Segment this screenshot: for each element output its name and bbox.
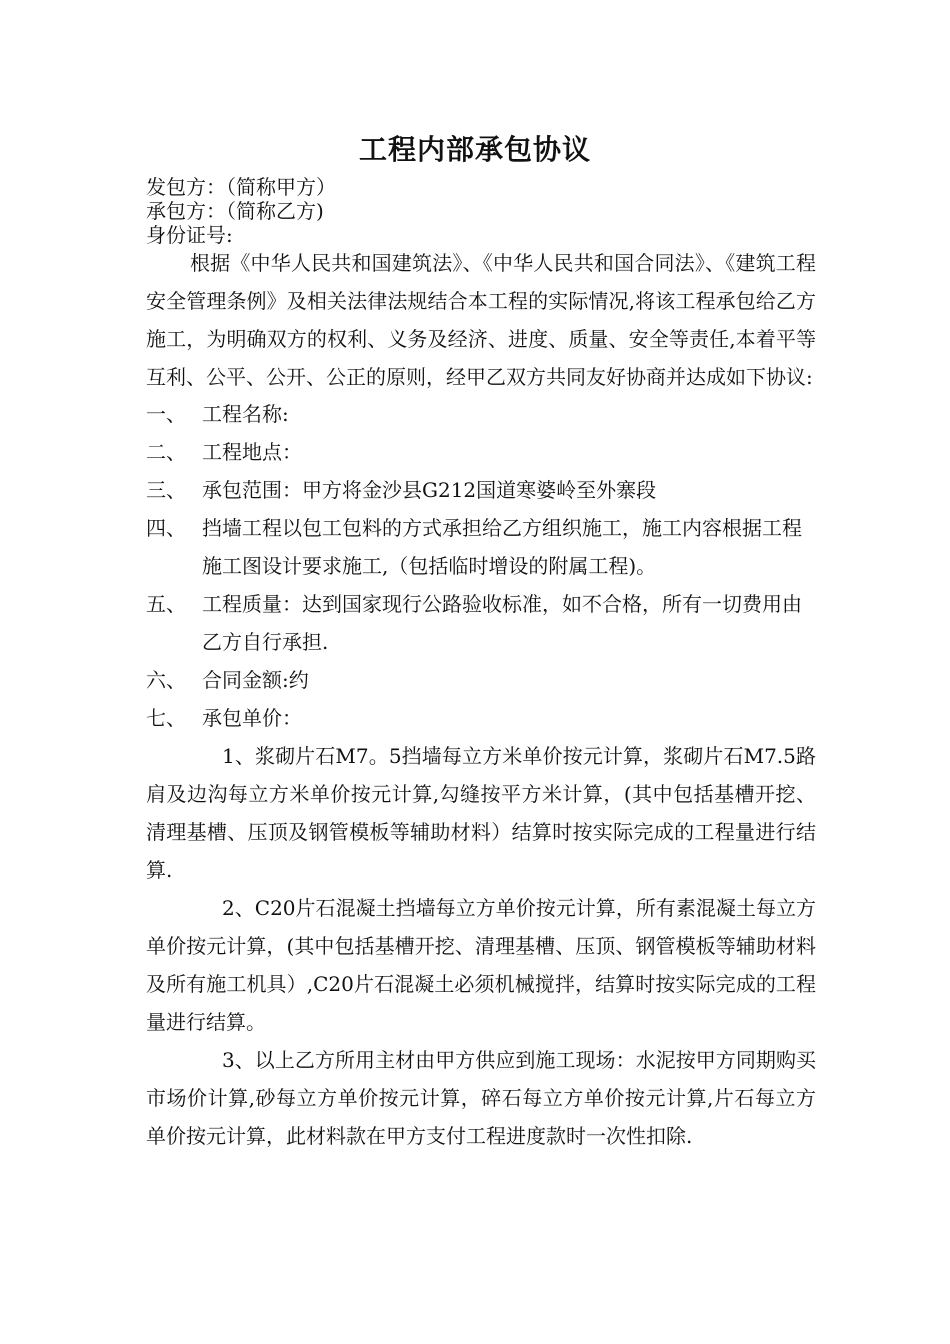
- item-number: 二、: [146, 440, 186, 464]
- list-item: [146, 509, 816, 585]
- id-number-line: 身份证号:: [146, 223, 233, 247]
- item-number: 三、: [146, 478, 186, 502]
- item-text: 承包单价：: [202, 706, 302, 730]
- list-item: [146, 395, 816, 433]
- item-text: 工程质量：达到国家现行公路验收标准，如不合格，所有一切费用由乙方自行承担.: [202, 592, 802, 654]
- item-text: 承包范围：甲方将金沙县G212国道寒婆岭至外寨段: [202, 478, 657, 502]
- document-title: 工程内部承包协议: [358, 133, 591, 166]
- list-item: [146, 661, 816, 699]
- list-item: [146, 699, 816, 737]
- document-body: [146, 244, 816, 1155]
- party-b-line: 承包方：（简称乙方): [146, 199, 324, 223]
- list-item: [146, 433, 816, 471]
- clause-paragraph: 3、以上乙方所用主材由甲方供应到施工现场：水泥按甲方同期购买市场价计算,砂每立方单价按元计算，碎石每立方单价按元计算,片石每立方单价按元计算，此材料款在甲方支付工程进度款时一次性扣除.: [146, 1048, 816, 1148]
- clause-paragraph: 1、浆砌片石M7。5挡墙每立方米单价按元计算，浆砌片石M7.5路肩及边沟每立方米单价按元计算,勾缝按平方米计算，(其中包括基槽开挖、清理基槽、压顶及钢管模板等辅助材料）结算时按实际完成的工程量进行结算.: [146, 744, 816, 882]
- list-item: [146, 471, 816, 509]
- party-a-line: 发包方：（简称甲方）: [146, 175, 336, 199]
- item-number: 一、: [146, 402, 186, 426]
- item-number: 五、: [146, 592, 186, 616]
- list-item: [146, 585, 816, 661]
- item-text: 挡墙工程以包工包料的方式承担给乙方组织施工，施工内容根据工程施工图设计要求施工,（包括临时增设的附属工程)。: [202, 516, 802, 578]
- item-text: 工程地点：: [202, 440, 302, 464]
- item-text: 合同金额:约: [202, 668, 309, 692]
- clause-paragraph: 2、C20片石混凝土挡墙每立方单价按元计算，所有素混凝土每立方单价按元计算，(其中包括基槽开挖、清理基槽、压顶、钢管模板等辅助材料及所有施工机具）,C20片石混凝土必须机械搅拌，结算时按实际完成的工程量进行结算。: [146, 896, 816, 1034]
- item-number: 七、: [146, 706, 186, 730]
- item-number: 四、: [146, 516, 186, 540]
- item-text: 工程名称:: [202, 402, 289, 426]
- intro-paragraph: 根据《中华人民共和国建筑法》、《中华人民共和国合同法》、《建筑工程安全管理条例》及相关法律法规结合本工程的实际情况,将该工程承包给乙方施工，为明确双方的权利、义务及经济、进度、质量、安全等责任,本着平等互利、公平、公开、公正的原则，经甲乙双方共同友好协商并达成如下协议:: [146, 251, 816, 389]
- item-number: 六、: [146, 668, 186, 692]
